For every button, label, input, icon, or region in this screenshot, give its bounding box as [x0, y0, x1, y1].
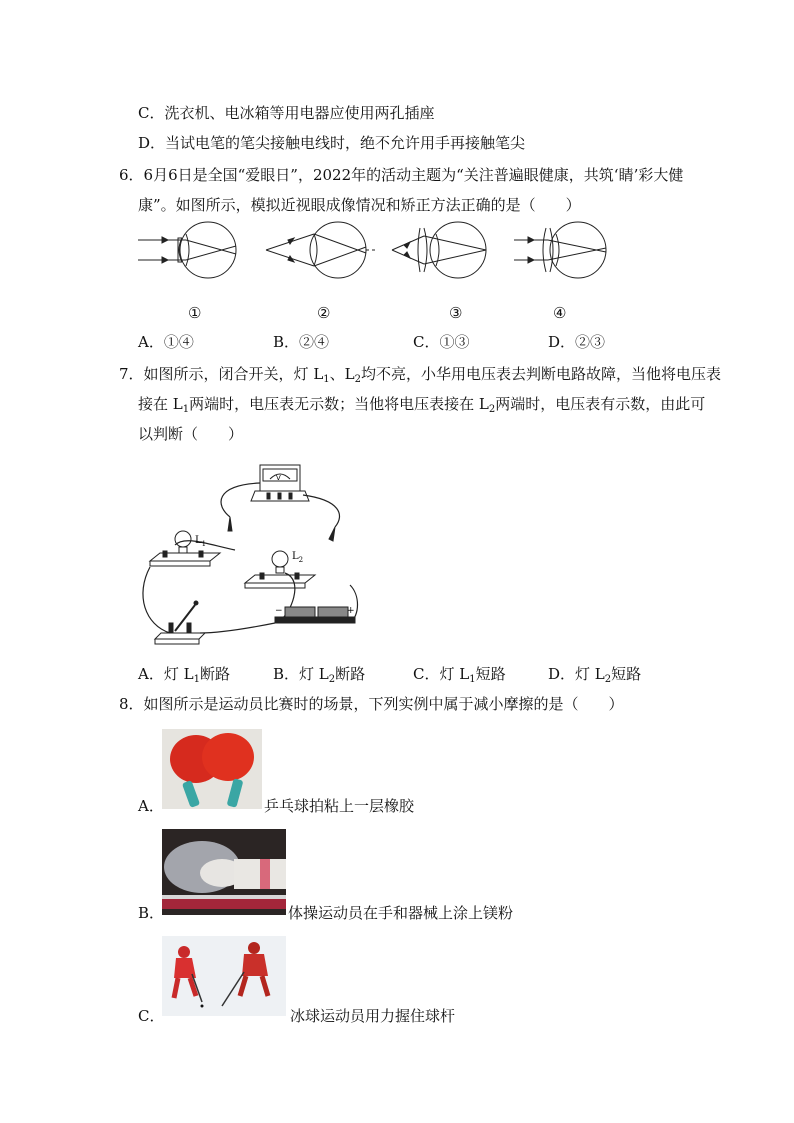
battery-plus: +	[347, 606, 355, 616]
q7-text: 均不亮，小华用电压表去判断电路故障，当他将电压表	[361, 365, 722, 383]
q7-text: 两端时，电压表有示数，由此可	[495, 395, 706, 413]
q7-option-c[interactable]	[413, 664, 506, 690]
q7-text: 7．如图所示，闭合开关，灯 L	[119, 365, 324, 383]
q7-text: 两端时，电压表无示数；当他将电压表接在 L	[189, 395, 489, 413]
lamp-l2-label: $L_2$	[292, 551, 304, 564]
q7-stem-line2	[138, 394, 705, 420]
q7-text: 接在 L	[138, 395, 183, 413]
q7-option-sub: 1	[469, 674, 476, 685]
lamp-l1-label: $L_1$	[195, 535, 207, 548]
probe-right-icon	[329, 527, 335, 541]
q6-stem-line2: 康”。如图所示，模拟近视眼成像情况和矫正方法正确的是（ ）	[138, 196, 581, 214]
q7-option-text: A．灯 L	[138, 665, 194, 683]
q7-option-d[interactable]	[548, 664, 641, 690]
q6-option-c[interactable]: C．①③	[413, 333, 470, 351]
switch-icon	[155, 601, 205, 644]
eye-diagram-2	[266, 222, 378, 278]
q7-option-sub: 1	[193, 674, 200, 685]
q6-option-d[interactable]: D．②③	[548, 333, 606, 351]
q6-option-b[interactable]: B．②④	[273, 333, 330, 351]
q7-stem-line1	[119, 364, 721, 390]
q5-option-d: D．当试电笔的笔尖接触电线时，绝不允许用手再接触笔尖	[138, 134, 526, 152]
eye-diagram-4	[514, 222, 606, 278]
q8-option-c-letter[interactable]: C．	[138, 1007, 165, 1025]
q6-stem-line1: 6．6月6日是全国“爱眼日”，2022年的活动主题为“关注普遍眼健康，共筑‘睛’彩大健	[119, 166, 684, 184]
q7-option-text: C．灯 L	[413, 665, 470, 683]
q7-sub: 2	[488, 404, 496, 415]
q6-option-a[interactable]: A．①④	[138, 333, 194, 351]
probe-left-icon	[228, 517, 232, 531]
q5-option-c: C．洗衣机、电冰箱等用电器应使用两孔插座	[138, 104, 435, 122]
q7-option-text: 断路	[199, 665, 230, 683]
q7-option-text: 短路	[475, 665, 506, 683]
eye-diagram-1	[138, 222, 236, 278]
battery-icon	[275, 607, 355, 623]
eye-label-4: ④	[553, 304, 567, 322]
q7-option-a[interactable]	[138, 664, 230, 690]
q7-option-text: B．灯 L	[273, 665, 329, 683]
eye-diagram-3	[392, 222, 486, 278]
q8-option-b-letter[interactable]: B．	[138, 904, 165, 922]
q7-sub: 1	[323, 374, 330, 385]
q8-option-a-text: 乒乓球拍粘上一层橡胶	[264, 797, 415, 815]
q8-option-b-text: 体操运动员在手和器械上涂上镁粉	[288, 904, 514, 922]
eye-diagrams-figure	[138, 220, 638, 290]
q7-option-text: D．灯 L	[548, 665, 605, 683]
gymnast-chalk-hand-photo	[162, 829, 286, 915]
q7-sub: 2	[354, 374, 361, 385]
q7-text: 、L	[329, 365, 355, 383]
lamp-l1	[150, 531, 220, 566]
eye-label-1: ①	[188, 304, 202, 322]
battery-minus: −	[275, 606, 283, 616]
ice-hockey-photo	[162, 936, 286, 1016]
q7-option-text: 断路	[335, 665, 366, 683]
q8-option-a-letter[interactable]: A．	[138, 797, 164, 815]
q7-option-sub: 2	[604, 674, 612, 685]
q8-option-c-text: 冰球运动员用力握住球杆	[290, 1007, 456, 1025]
voltmeter-symbol: V	[276, 474, 281, 482]
q7-option-b[interactable]	[273, 664, 365, 690]
q7-option-sub: 2	[328, 674, 336, 685]
eye-label-3: ③	[449, 304, 463, 322]
q7-stem-line3: 以判断（ ）	[138, 425, 244, 443]
q7-sub: 1	[182, 404, 190, 415]
ping-pong-paddles-photo	[162, 729, 262, 809]
q8-stem: 8．如图所示是运动员比赛时的场景，下列实例中属于减小摩擦的是（ ）	[119, 695, 624, 713]
circuit-figure	[135, 455, 375, 645]
eye-label-2: ②	[317, 304, 331, 322]
q7-option-text: 短路	[611, 665, 642, 683]
voltmeter	[251, 465, 309, 501]
lamp-l2	[245, 551, 315, 588]
